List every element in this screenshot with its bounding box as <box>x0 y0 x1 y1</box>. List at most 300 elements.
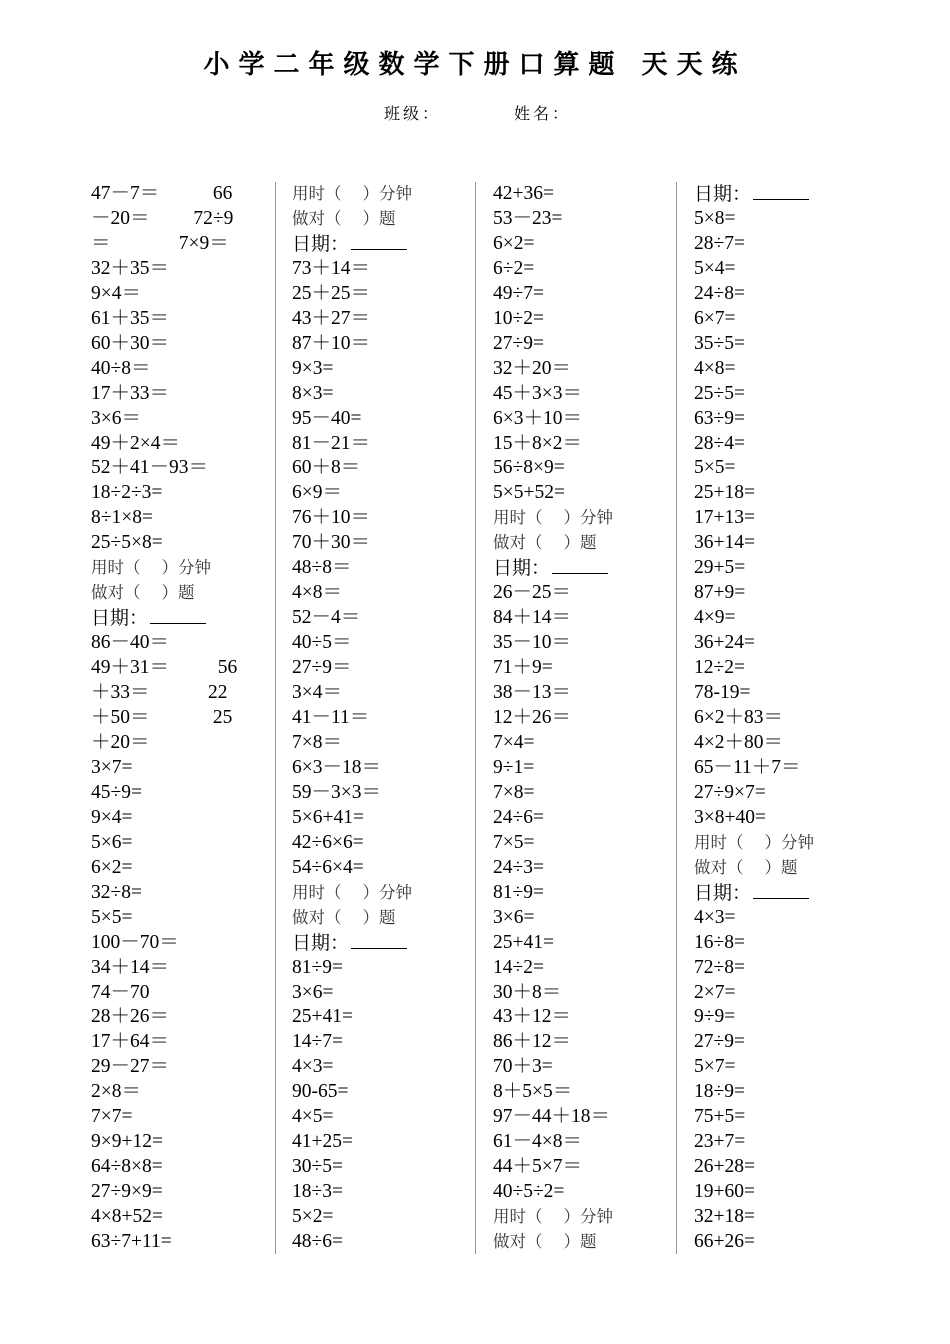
problem-text: 4×5= <box>292 1106 334 1128</box>
problem-text: 18÷9= <box>694 1081 745 1103</box>
problem-text: 84＋14＝ <box>493 607 572 629</box>
problem-text: 29－27＝ <box>91 1056 170 1078</box>
arithmetic-problem <box>292 1130 471 1155</box>
note-text: 做对（ ）题 <box>292 208 396 228</box>
arithmetic-problem <box>694 1055 872 1080</box>
arithmetic-problem <box>493 906 671 931</box>
arithmetic-problem <box>694 1080 872 1105</box>
problem-text: 41－11＝ <box>292 707 370 729</box>
note-text: 做对（ ）题 <box>91 583 195 603</box>
arithmetic-problem <box>694 806 872 831</box>
arithmetic-problem <box>292 357 471 382</box>
arithmetic-problem <box>91 1230 271 1255</box>
arithmetic-problem <box>292 956 471 981</box>
problem-text: 49＋2×4＝ <box>91 432 180 454</box>
problem-text: 60＋30＝ <box>91 332 170 354</box>
problem-text: 86－40＝ <box>91 632 170 654</box>
arithmetic-problem <box>493 1180 671 1205</box>
problem-text: 81÷9= <box>493 881 544 903</box>
problem-text: 40÷8＝ <box>91 357 151 379</box>
problem-text: 52－4＝ <box>292 607 361 629</box>
arithmetic-problem <box>493 1155 671 1180</box>
problem-text: 43＋27＝ <box>292 307 371 329</box>
problem-text: 3×4＝ <box>292 682 342 704</box>
date-field <box>91 606 271 631</box>
date-label: 日期： <box>493 557 551 580</box>
date-label: 日期： <box>91 607 149 630</box>
date-label: 日期： <box>292 232 350 255</box>
date-blank-line <box>150 607 206 624</box>
problem-text: 36+14= <box>694 532 755 554</box>
problem-text: 4×8+52= <box>91 1206 163 1228</box>
arithmetic-problem <box>694 556 872 581</box>
problem-text: 42+36= <box>493 183 554 204</box>
problem-text: 53－23= <box>493 207 563 229</box>
note-text: 做对（ ）题 <box>292 907 396 927</box>
arithmetic-problem <box>694 432 872 457</box>
arithmetic-problem <box>694 756 872 781</box>
arithmetic-problem <box>493 207 671 232</box>
problem-text: 49÷7= <box>493 282 544 304</box>
problem-text: 25+18= <box>694 482 755 504</box>
note-text: 用时（ ）分钟 <box>91 558 211 578</box>
problem-text: 5×2= <box>292 1206 334 1228</box>
problem-text: 9÷1= <box>493 756 535 778</box>
timing-note <box>91 581 271 606</box>
arithmetic-problem <box>91 756 271 781</box>
arithmetic-problem <box>694 606 872 631</box>
problem-text: 26－25＝ <box>493 582 572 604</box>
arithmetic-problem <box>493 357 671 382</box>
arithmetic-problem <box>694 731 872 756</box>
arithmetic-problem <box>493 1130 671 1155</box>
arithmetic-problem <box>91 531 271 556</box>
arithmetic-problem <box>694 906 872 931</box>
arithmetic-problem <box>91 706 271 731</box>
problem-text: 70＋30＝ <box>292 532 371 554</box>
arithmetic-problem <box>292 481 471 506</box>
problem-text: 70＋3= <box>493 1056 553 1078</box>
problem-text: 25＋25＝ <box>292 282 371 304</box>
problem-text: 19+60= <box>694 1181 755 1203</box>
exercise-column-3 <box>475 182 671 1254</box>
arithmetic-problem <box>694 531 872 556</box>
problem-text: 27÷9＝ <box>292 657 352 679</box>
arithmetic-problem <box>493 656 671 681</box>
problem-text: 86＋12＝ <box>493 1031 572 1053</box>
problem-text: 6×3＋10＝ <box>493 407 582 429</box>
problem-text: 17＋64＝ <box>91 1031 170 1053</box>
problem-text: 4×3= <box>292 1056 334 1078</box>
problem-text: 97－44＋18＝ <box>493 1106 611 1128</box>
problem-text: 95－40= <box>292 407 362 429</box>
problem-text: 29+5= <box>694 557 746 579</box>
note-text: 用时（ ）分钟 <box>292 184 412 203</box>
arithmetic-problem <box>493 831 671 856</box>
timing-note <box>292 906 471 931</box>
problem-text: 7×8＝ <box>292 731 342 753</box>
arithmetic-problem <box>91 906 271 931</box>
problem-text: 63÷9= <box>694 407 745 429</box>
problem-text: 73＋14＝ <box>292 257 371 279</box>
arithmetic-problem <box>694 357 872 382</box>
problem-text: 6×2= <box>91 856 133 878</box>
problem-text: 66+26= <box>694 1231 755 1253</box>
problem-text: 7×5= <box>493 831 535 853</box>
arithmetic-problem <box>292 806 471 831</box>
date-field <box>292 232 471 257</box>
arithmetic-problem <box>493 382 671 407</box>
problem-text: 8＋5×5＝ <box>493 1081 573 1103</box>
problem-text: 9×4＝ <box>91 282 141 304</box>
problem-text: 23+7= <box>694 1131 746 1153</box>
problem-text: 100－70＝ <box>91 931 179 953</box>
arithmetic-problem <box>493 681 671 706</box>
arithmetic-problem <box>91 1180 271 1205</box>
problem-text: 25÷5×8= <box>91 532 163 554</box>
problem-text: 9×9+12= <box>91 1131 163 1153</box>
arithmetic-problem <box>91 806 271 831</box>
problem-text: 26+28= <box>694 1156 755 1178</box>
note-text: 用时（ ）分钟 <box>694 832 814 852</box>
date-blank-line <box>753 183 809 200</box>
note-text: 用时（ ）分钟 <box>493 508 613 528</box>
arithmetic-problem <box>292 531 471 556</box>
note-text: 做对（ ）题 <box>694 857 798 877</box>
problem-text: 24÷3= <box>493 856 544 878</box>
arithmetic-problem <box>694 282 872 307</box>
problem-text: 7×8= <box>493 781 535 803</box>
problem-text: 47－7＝ 66 <box>91 183 233 204</box>
arithmetic-problem <box>493 481 671 506</box>
note-text: 用时（ ）分钟 <box>292 882 412 902</box>
arithmetic-problem <box>91 332 271 357</box>
arithmetic-problem <box>292 307 471 332</box>
timing-note <box>292 881 471 906</box>
problem-text: 4×3= <box>694 906 736 928</box>
problem-text: 14÷7= <box>292 1031 343 1053</box>
arithmetic-problem <box>493 332 671 357</box>
problem-text: 3×8+40= <box>694 806 766 828</box>
problem-text: 24÷6= <box>493 806 544 828</box>
arithmetic-problem <box>91 981 271 1006</box>
arithmetic-problem <box>694 1005 872 1030</box>
date-label: 日期： <box>292 931 350 954</box>
date-field <box>493 556 671 581</box>
problem-text: 90-65= <box>292 1081 349 1103</box>
problem-text: 32＋20＝ <box>493 357 572 379</box>
problem-text: 16÷8= <box>694 931 745 953</box>
arithmetic-problem <box>493 1030 671 1055</box>
problem-text: 63÷7+11= <box>91 1231 172 1253</box>
arithmetic-problem <box>91 506 271 531</box>
problem-text: 36+24= <box>694 632 755 654</box>
arithmetic-problem <box>694 1105 872 1130</box>
name-label: 姓名： <box>514 104 572 123</box>
arithmetic-problem <box>91 1205 271 1230</box>
date-field <box>694 881 872 906</box>
arithmetic-problem <box>91 257 271 282</box>
arithmetic-problem <box>91 1105 271 1130</box>
arithmetic-problem <box>292 856 471 881</box>
problem-text: 9×4= <box>91 806 133 828</box>
problem-text: 64÷8×8= <box>91 1156 163 1178</box>
timing-note <box>292 207 471 232</box>
arithmetic-problem <box>91 307 271 332</box>
arithmetic-problem <box>493 581 671 606</box>
problem-text: 65－11＋7＝ <box>694 756 801 778</box>
arithmetic-problem <box>694 332 872 357</box>
arithmetic-problem <box>292 382 471 407</box>
arithmetic-problem <box>292 981 471 1006</box>
problem-text: 6×3－18＝ <box>292 756 381 778</box>
timing-note <box>694 856 872 881</box>
arithmetic-problem <box>91 232 271 257</box>
arithmetic-problem <box>694 1205 872 1230</box>
problem-text: 76＋10＝ <box>292 507 371 529</box>
problem-text: 5×6+41= <box>292 806 364 828</box>
exercise-column-1 <box>91 182 271 1254</box>
arithmetic-problem <box>91 831 271 856</box>
arithmetic-problem <box>292 706 471 731</box>
problem-text: 9×3= <box>292 357 334 379</box>
problem-text: 75+5= <box>694 1106 746 1128</box>
arithmetic-problem <box>493 731 671 756</box>
problem-text: 6×7= <box>694 307 736 329</box>
arithmetic-problem <box>493 282 671 307</box>
problem-text: 6÷2= <box>493 257 535 279</box>
arithmetic-problem <box>694 581 872 606</box>
problem-text: 3×6= <box>292 981 334 1003</box>
arithmetic-problem <box>91 956 271 981</box>
class-label: 班级： <box>384 104 442 123</box>
problem-text: 3×7= <box>91 756 133 778</box>
problem-text: 25÷5= <box>694 382 745 404</box>
timing-note <box>292 182 471 207</box>
problem-text: 12＋26＝ <box>493 707 572 729</box>
arithmetic-problem <box>493 1105 671 1130</box>
problem-text: 81÷9= <box>292 956 343 978</box>
arithmetic-problem <box>292 1005 471 1030</box>
problem-text: 5×7= <box>694 1056 736 1078</box>
arithmetic-problem <box>91 881 271 906</box>
arithmetic-problem <box>292 1030 471 1055</box>
arithmetic-problem <box>91 182 271 207</box>
arithmetic-problem <box>292 731 471 756</box>
problem-text: 12÷2= <box>694 657 745 679</box>
timing-note <box>694 831 872 856</box>
problem-text: 42÷6×6= <box>292 831 364 853</box>
arithmetic-problem <box>292 781 471 806</box>
problem-text: 27÷9×9= <box>91 1181 163 1203</box>
arithmetic-problem <box>292 656 471 681</box>
problem-text: 25+41= <box>493 931 554 953</box>
problem-text: 7×4= <box>493 731 535 753</box>
arithmetic-problem <box>91 357 271 382</box>
arithmetic-problem <box>694 232 872 257</box>
arithmetic-problem <box>694 407 872 432</box>
problem-text: 45＋3×3＝ <box>493 382 582 404</box>
problem-text: ＋20＝ <box>91 731 150 753</box>
arithmetic-problem <box>91 931 271 956</box>
problem-text: 35÷5= <box>694 332 745 354</box>
date-field <box>292 931 471 956</box>
arithmetic-problem <box>292 257 471 282</box>
problem-text: 52＋41－93＝ <box>91 457 209 479</box>
timing-note <box>493 1205 671 1230</box>
arithmetic-problem <box>694 1130 872 1155</box>
arithmetic-problem <box>91 656 271 681</box>
arithmetic-problem <box>694 382 872 407</box>
problem-text: 14÷2= <box>493 956 544 978</box>
problem-text: 15＋8×2＝ <box>493 432 582 454</box>
problem-text: 4×2＋80＝ <box>694 731 783 753</box>
arithmetic-problem <box>694 481 872 506</box>
arithmetic-problem <box>292 1230 471 1255</box>
arithmetic-problem <box>493 631 671 656</box>
arithmetic-problem <box>292 407 471 432</box>
problem-text: 27÷9= <box>493 332 544 354</box>
arithmetic-problem <box>292 631 471 656</box>
date-blank-line <box>552 557 608 574</box>
arithmetic-problem <box>493 1080 671 1105</box>
problem-text: 78-19= <box>694 682 751 704</box>
arithmetic-problem <box>91 407 271 432</box>
problem-text: 40÷5＝ <box>292 632 352 654</box>
exercise-column-2 <box>275 182 471 1254</box>
problem-text: 38－13＝ <box>493 682 572 704</box>
arithmetic-problem <box>292 1205 471 1230</box>
arithmetic-problem <box>292 1080 471 1105</box>
arithmetic-problem <box>292 282 471 307</box>
problem-text: 5×5= <box>694 457 736 479</box>
note-text: 做对（ ）题 <box>493 533 597 553</box>
arithmetic-problem <box>694 931 872 956</box>
arithmetic-problem <box>91 207 271 232</box>
problem-text: 28＋26＝ <box>91 1006 170 1028</box>
problem-text: 17+13= <box>694 507 755 529</box>
timing-note <box>493 531 671 556</box>
arithmetic-problem <box>694 656 872 681</box>
problem-text: 30÷5= <box>292 1156 343 1178</box>
problem-text: 5×6= <box>91 831 133 853</box>
arithmetic-problem <box>694 307 872 332</box>
problem-text: 48÷8＝ <box>292 557 352 579</box>
arithmetic-problem <box>694 631 872 656</box>
arithmetic-problem <box>91 781 271 806</box>
problem-text: 27÷9×7= <box>694 781 766 803</box>
problem-text: 4×8= <box>694 357 736 379</box>
problem-text: 28÷7= <box>694 232 745 254</box>
problem-text: 2×8＝ <box>91 1081 141 1103</box>
arithmetic-problem <box>493 456 671 481</box>
problem-text: 32÷8= <box>91 881 142 903</box>
problem-text: 40÷5÷2= <box>493 1181 565 1203</box>
arithmetic-problem <box>292 756 471 781</box>
problem-text: －20＝ 72÷9 <box>91 207 234 229</box>
problem-text: 61＋35＝ <box>91 307 170 329</box>
arithmetic-problem <box>493 257 671 282</box>
problem-text: 24÷8= <box>694 282 745 304</box>
note-text: 用时（ ）分钟 <box>493 1207 613 1227</box>
arithmetic-problem <box>292 1155 471 1180</box>
problem-text: 41+25= <box>292 1131 353 1153</box>
arithmetic-problem <box>493 1055 671 1080</box>
date-blank-line <box>351 233 407 250</box>
date-blank-line <box>351 932 407 949</box>
problem-text: 3×6= <box>493 906 535 928</box>
arithmetic-problem <box>91 382 271 407</box>
arithmetic-problem <box>91 481 271 506</box>
problem-text: 49＋31＝ 56 <box>91 657 238 679</box>
note-text: 做对（ ）题 <box>493 1232 597 1252</box>
exercise-column-4 <box>676 182 872 1254</box>
problem-text: 8÷1×8= <box>91 507 153 529</box>
arithmetic-problem <box>493 931 671 956</box>
arithmetic-problem <box>292 1055 471 1080</box>
date-label: 日期： <box>694 183 752 205</box>
problem-text: 35－10＝ <box>493 632 572 654</box>
problem-text: 72÷8= <box>694 956 745 978</box>
arithmetic-problem <box>493 956 671 981</box>
problem-text: 18÷3= <box>292 1181 343 1203</box>
problem-text: 81－21＝ <box>292 432 371 454</box>
arithmetic-problem <box>91 631 271 656</box>
arithmetic-problem <box>493 1005 671 1030</box>
date-field <box>694 182 872 207</box>
arithmetic-problem <box>493 806 671 831</box>
timing-note <box>493 506 671 531</box>
problem-text: 71＋9= <box>493 657 553 679</box>
arithmetic-problem <box>694 456 872 481</box>
arithmetic-problem <box>493 606 671 631</box>
arithmetic-problem <box>91 1080 271 1105</box>
arithmetic-problem <box>292 606 471 631</box>
arithmetic-problem <box>493 706 671 731</box>
problem-text: 59－3×3＝ <box>292 781 381 803</box>
problem-text: 32+18= <box>694 1206 755 1228</box>
problem-text: 45÷9= <box>91 781 142 803</box>
arithmetic-problem <box>694 506 872 531</box>
arithmetic-problem <box>91 1155 271 1180</box>
arithmetic-problem <box>694 706 872 731</box>
arithmetic-problem <box>91 1130 271 1155</box>
arithmetic-problem <box>292 332 471 357</box>
arithmetic-problem <box>694 257 872 282</box>
arithmetic-problem <box>493 407 671 432</box>
arithmetic-problem <box>91 1030 271 1055</box>
problem-text: 17＋33＝ <box>91 382 170 404</box>
problem-text: 5×8= <box>694 207 736 229</box>
problem-text: 9÷9= <box>694 1006 736 1028</box>
arithmetic-problem <box>91 282 271 307</box>
arithmetic-problem <box>493 856 671 881</box>
problem-text: ＋50＝ 25 <box>91 707 233 729</box>
problem-text: 10÷2= <box>493 307 544 329</box>
problem-text: 4×9= <box>694 607 736 629</box>
problem-text: 28÷4= <box>694 432 745 454</box>
problem-text: 6×2＋83＝ <box>694 707 783 729</box>
problem-text: 44＋5×7＝ <box>493 1156 582 1178</box>
problem-text: 5×5= <box>91 906 133 928</box>
arithmetic-problem <box>694 781 872 806</box>
arithmetic-problem <box>292 432 471 457</box>
problem-text: 87+9= <box>694 582 746 604</box>
problem-text: 48÷6= <box>292 1231 343 1253</box>
arithmetic-problem <box>493 307 671 332</box>
arithmetic-problem <box>694 681 872 706</box>
arithmetic-problem <box>493 182 671 207</box>
